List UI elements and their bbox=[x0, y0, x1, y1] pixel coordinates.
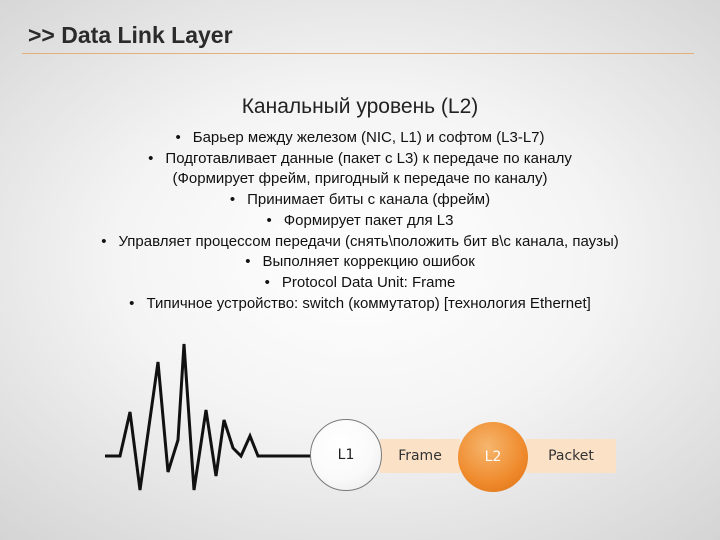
bullet-text: Управляет процессом передачи (снять\положить бит в\с канала, паузы) bbox=[118, 232, 619, 250]
header-title: >> Data Link Layer bbox=[28, 22, 233, 48]
bullet-dot: • bbox=[101, 232, 107, 250]
signal-waveform-line bbox=[105, 344, 312, 490]
bullet-dot: • bbox=[129, 294, 135, 312]
l1-label: L1 bbox=[337, 447, 355, 463]
l2-label: L2 bbox=[484, 449, 502, 465]
bullet-dot: • bbox=[266, 211, 272, 229]
packet-label: Packet bbox=[548, 448, 594, 464]
bullet-dot: • bbox=[229, 191, 236, 209]
bullet-text: Формирует пакет для L3 bbox=[283, 211, 454, 229]
frame-box bbox=[380, 439, 460, 473]
bullet-text: Выполняет коррекцию ошибок bbox=[262, 253, 475, 271]
bullet-text: (Формирует фрейм, пригодный к передаче по каналу) bbox=[172, 170, 548, 188]
bullet-text: Барьер между железом (NIC, L1) и софтом (L3-L7) bbox=[192, 129, 545, 146]
l2-circle bbox=[458, 422, 528, 492]
bullet-text: Типичное устройство: switch (коммутатор) [технология Ethernet] bbox=[146, 294, 591, 312]
bullet-dot: • bbox=[175, 129, 181, 146]
bullet-dot: • bbox=[264, 273, 270, 291]
bullet-text: Принимает биты с канала (фрейм) bbox=[247, 191, 491, 209]
bullet-text: Подготавливает данные (пакет с L3) к передаче по каналу bbox=[165, 149, 572, 167]
l1-circle bbox=[310, 419, 382, 491]
frame-label: Frame bbox=[398, 448, 442, 464]
slide-subtitle: Канальный уровень (L2) bbox=[241, 95, 479, 118]
bullet-dot: • bbox=[148, 149, 154, 167]
packet-box bbox=[526, 439, 616, 473]
bullet-text: Protocol Data Unit: Frame bbox=[281, 273, 456, 291]
bullet-dot: • bbox=[245, 253, 251, 271]
